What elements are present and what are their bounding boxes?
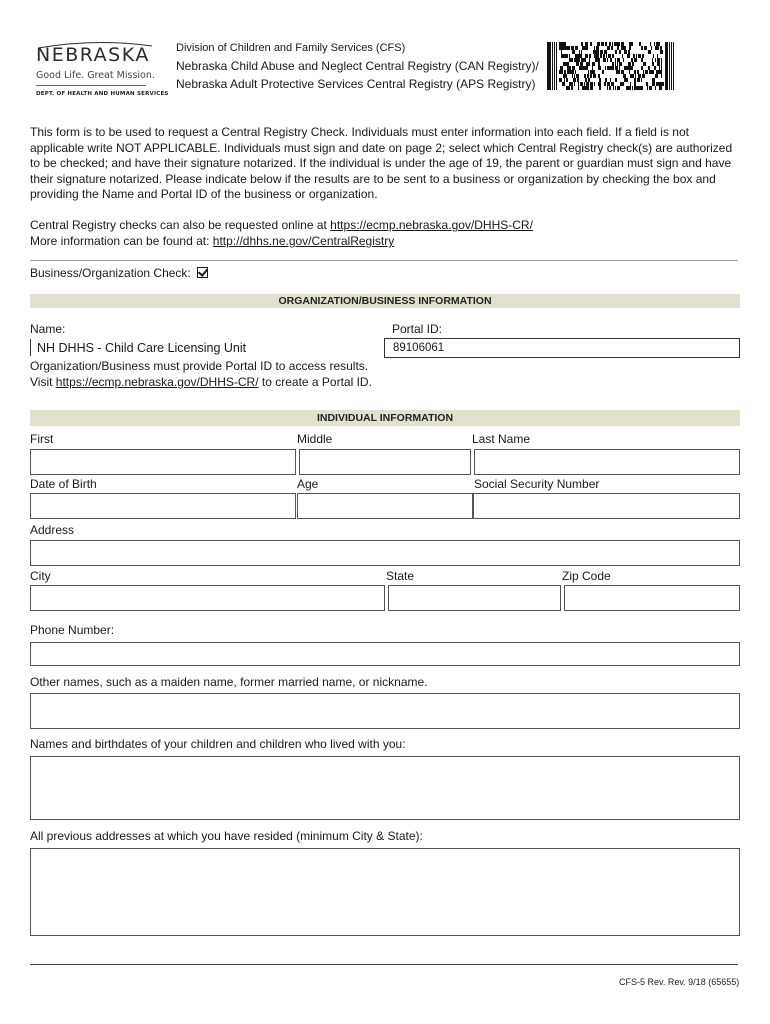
state-label: State — [386, 569, 415, 583]
organization-section-header: ORGANIZATION/BUSINESS INFORMATION — [30, 294, 740, 308]
last-name-label: Last Name — [472, 432, 531, 446]
dob-label: Date of Birth — [30, 477, 97, 491]
middle-name-label: Middle — [297, 432, 333, 446]
first-name-label: First — [30, 432, 54, 446]
division-title: Division of Children and Family Services (CFS) — [176, 42, 406, 54]
org-name-label: Name: — [30, 322, 66, 336]
pdf417-barcode-icon — [547, 42, 674, 90]
portal-note-prefix: Visit — [30, 375, 56, 389]
intro-paragraph: This form is to be used to request a Central Registry Check. Individuals must enter information into each field. If a field is not applicable write NOT APPLICABLE. Individuals must sign and date on page 2; select which Central Registry check(s) are authorized to be checked; and have their signature notarized. If the individual is under the age of 19, the parent or guardian must sign and have their signature notarized. Please indicate below if the results are to be sent to a business or organization by checking the box and providing the Name and Portal ID of the business or organization. — [30, 125, 733, 202]
business-check-row — [30, 266, 208, 280]
org-name-input[interactable]: NH DHHS - Child Care Licensing Unit — [37, 341, 247, 355]
business-check-checkbox[interactable] — [197, 267, 208, 278]
address-input[interactable] — [30, 540, 740, 566]
first-name-input[interactable] — [30, 449, 296, 475]
ssn-label: Social Security Number — [474, 477, 600, 491]
footer-divider — [30, 964, 738, 965]
individual-section-header: INDIVIDUAL INFORMATION — [30, 410, 740, 426]
form-id: CFS-5 Rev. Rev. 9/18 (65655) — [619, 977, 740, 987]
logo-tagline: Good Life. Great Mission. — [36, 70, 155, 81]
middle-name-input[interactable] — [299, 449, 471, 475]
address-label: Address — [30, 523, 75, 537]
portal-note-link[interactable]: https://ecmp.nebraska.gov/DHHS-CR/ — [55, 375, 259, 389]
last-name-input[interactable] — [474, 449, 740, 475]
state-input[interactable] — [388, 585, 561, 611]
children-input[interactable] — [30, 756, 740, 820]
online-request-link[interactable]: https://ecmp.nebraska.gov/DHHS-CR/ — [330, 218, 533, 232]
business-check-label: Business/Organization Check: — [30, 266, 191, 280]
age-input[interactable] — [297, 493, 473, 519]
portal-id-label: Portal ID: — [392, 322, 443, 336]
dob-input[interactable] — [30, 493, 296, 519]
portal-note-line2 — [30, 375, 372, 390]
city-label: City — [30, 569, 51, 583]
other-names-label: Other names, such as a maiden name, former married name, or nickname. — [30, 675, 428, 689]
portal-id-value: 89106061 — [393, 342, 445, 354]
logo-department: DEPT. OF HEALTH AND HUMAN SERVICES — [36, 91, 169, 97]
section-divider — [30, 260, 738, 261]
online-request-line — [30, 218, 742, 234]
previous-addresses-label: All previous addresses at which you have resided (minimum City & State): — [30, 829, 423, 843]
phone-label: Phone Number: — [30, 623, 115, 637]
logo-name: NEBRASKA — [36, 44, 150, 66]
children-label: Names and birthdates of your children and children who lived with you: — [30, 737, 406, 751]
phone-input[interactable] — [30, 642, 740, 666]
zip-input[interactable] — [564, 585, 740, 611]
logo-divider — [36, 85, 146, 86]
portal-id-input[interactable] — [384, 338, 740, 358]
previous-addresses-input[interactable] — [30, 848, 740, 936]
registry-title-line2: Nebraska Adult Protective Services Central Registry (APS Registry) — [176, 77, 536, 91]
online-request-text: Central Registry checks can also be requested online at — [30, 218, 331, 232]
ssn-input[interactable] — [473, 493, 740, 519]
org-name-field-edge — [30, 339, 31, 356]
portal-note-suffix: to create a Portal ID. — [258, 375, 372, 389]
more-info-link[interactable]: http://dhhs.ne.gov/CentralRegistry — [212, 234, 395, 248]
more-info-line — [30, 234, 742, 250]
more-info-text: More information can be found at: — [30, 234, 213, 248]
city-input[interactable] — [30, 585, 385, 611]
age-label: Age — [297, 477, 319, 491]
other-names-input[interactable] — [30, 693, 740, 729]
registry-title-line1: Nebraska Child Abuse and Neglect Central Registry (CAN Registry)/ — [176, 59, 539, 73]
zip-label: Zip Code — [562, 569, 611, 583]
portal-note-line1: Organization/Business must provide Portal ID to access results. — [30, 359, 369, 373]
